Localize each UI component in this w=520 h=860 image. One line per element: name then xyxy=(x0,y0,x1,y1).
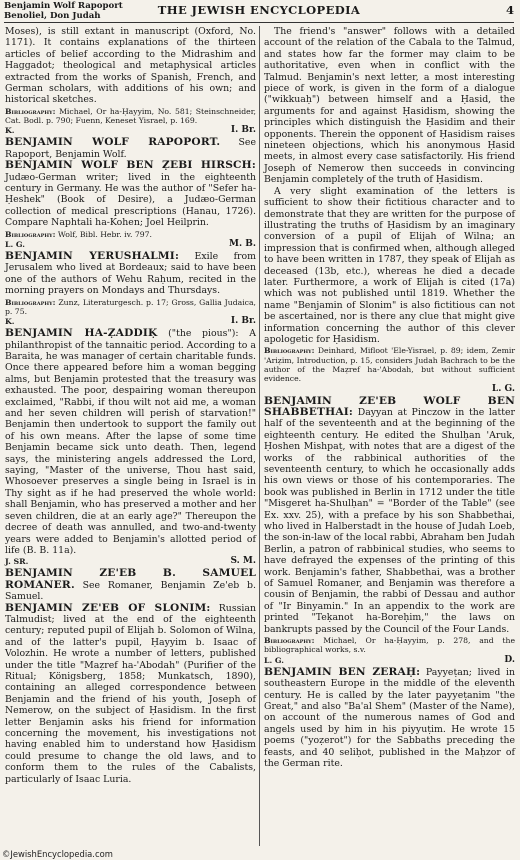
left-column xyxy=(5,26,256,785)
page-number: 4 xyxy=(505,3,514,17)
bibliography-label: Bibliography: xyxy=(264,346,315,356)
entry-benjamin-yerushalmi xyxy=(5,251,256,297)
signature-author: I. Br. xyxy=(230,125,256,136)
entry-headword: BENJAMIN WOLF BEN ẒEBI HIRSCH: xyxy=(5,159,256,172)
paragraph: The friend's "answer" follows with a detailed account of the relation of the Cabala to the Talmud, and states how far the former may claim to be authoritative, even when in conflict with the Talmud. Benjamin's next letter, a most interesting piece of work, is given in the form of a dialogue ("wikkuaḥ") between himself and a Ḥasid, the arguments for and against Ḥasidism, showing the principles which distinguish the Ḥasidim and their opponents. Therein the opponent of Ḥasidism raises nineteen objections, which his anonymous Ḥasid meets, in almost every case satisfactorily. His friend Joseph of Nemerow then succeeds in convincing Benjamin completely of the truth of Ḥasidism. xyxy=(264,26,515,186)
bibliography xyxy=(264,636,515,655)
bibliography xyxy=(5,230,256,239)
entry-benjamin-ha-zaddik xyxy=(5,328,256,556)
entry-benjamin-zeeb-b-samuel-romaner xyxy=(5,568,256,602)
signature-line xyxy=(264,655,515,666)
bibliography-label: Bibliography: xyxy=(264,636,315,646)
bibliography-text: Michael, Or ha-Ḥayyim, p. 278, and the bibliographical works, s.v. xyxy=(264,636,515,655)
column-divider xyxy=(259,26,260,846)
entry-text: Payyeṭan; lived in southeastern Europe in the middle of the eleventh century. He is called by the later payyeṭanim "the Great," and also "Ba'al Shem" (Master of the Name), on account of the numerous names of God and angels used by him in his piyyuṭim. He wrote 15 poems ("yoẓerot") for the Sabbaths preceding the feasts, and 40 seliḥot, published in the Maḥzor of the German rite. xyxy=(264,666,516,769)
signature-initials-left: J. SR. xyxy=(5,557,29,567)
signature-initials-left: L. G. xyxy=(264,655,285,665)
entry-headword: BENJAMIN HA-ẒADDIḲ xyxy=(5,327,158,340)
entry-headword: BENJAMIN WOLF RAPOPORT. xyxy=(5,136,221,149)
running-head-line-2: Benoliel, Don Judah xyxy=(4,11,101,21)
entry-benjamin-wolf-rapoport xyxy=(5,137,256,160)
publication-title: THE JEWISH ENCYCLOPEDIA xyxy=(157,3,361,17)
signature-author: I. Br. xyxy=(230,316,256,327)
running-head-line-1: Benjamin Wolf Rapoport xyxy=(4,1,123,11)
page-header xyxy=(4,0,514,23)
entry-text: Dayyan at Pinczow in the latter half of the seventeenth and at the beginning of the eighteenth century. He edited the Shulḥan 'Aruk, Ḥoshen Mishpaṭ, with notes that are a digest of the works of the rabbinical authorities of the seventeenth century, to which he occasionally adds his own views or those of his contemporaries. The book was published in Berlin in 1712 under the title "Misgeret ha-Shulḥan" = "Border of the Table" (see Ex. xxv. 25), with a preface by his son Shabbethai, who lived in Halberstadt in the house of Judah Loeb, the son-in-law of the local rabbi, Abraham ben Judah Berlin, a patron of rabbinical studies, who seems to have defrayed the expenses of the printing of this work. Benjamin's father, Shabbethai, was a brother of Samuel Romaner, and Benjamin was therefore a cousin of Benjamin, the rabbi of Dessau and author of "Ir Binyamin." In an appendix to the work are printed "Teḳanot ha-Boreḥim," the laws on bankrupts passed by the Council of the Four Lands. xyxy=(264,406,515,635)
bibliography-label: Bibliography: xyxy=(5,229,56,239)
bibliography-label: Bibliography: xyxy=(5,297,56,307)
entry-text: See Romaner, Benjamin Ze'eb b. Samuel. xyxy=(5,579,256,603)
signature-author: L. G. xyxy=(491,383,515,394)
signature-line xyxy=(5,556,256,567)
bibliography xyxy=(5,298,256,317)
entry-headword: BENJAMIN ZE'EB OF SLONIM: xyxy=(5,601,211,614)
bibliography-text: Deinhard, Mifloot 'Ele-Yisrael, p. 89; idem, Zemir 'Ariẓim, Introduction, p. 15, considers Judah Bachrach to be the author of the Maẓref ha-'Abodah, but without sufficient evidence. xyxy=(264,346,515,384)
bibliography-text: Zunz, Literaturgesch. p. 17; Gross, Gallia Judaica, p. 75. xyxy=(5,297,256,316)
bibliography-label: Bibliography: xyxy=(5,106,56,116)
signature-author: D. xyxy=(504,654,515,665)
continued-paragraph: Moses), is still extant in manuscript (Oxford, No. 1171). It contains explanations of the thirteen articles of belief according to the Midrashim and Haggadot; theological and metaphysical articles extracted from the works of Spanish, French, and German scholars, with additions of his own; and historical sketches. xyxy=(5,26,256,106)
signature-initials-left: K. xyxy=(5,317,15,327)
entry-text: See Rapoport, Benjamin Wolf. xyxy=(5,137,256,160)
entry-headword: BENJAMIN YERUSHALMI: xyxy=(5,249,180,262)
signature-line xyxy=(264,384,515,395)
signature-initials-left: L. G. xyxy=(5,239,26,249)
entry-benjamin-zeeb-wolf-ben-shabbethai xyxy=(264,396,515,636)
signature-author: M. B. xyxy=(229,238,256,249)
entry-benjamin-ben-zerah xyxy=(264,667,515,770)
bibliography xyxy=(264,346,515,383)
entry-benjamin-wolf-ben-zebi-hirsch xyxy=(5,160,256,228)
entry-text: ("the pious"): A philanthropist of the tannaitic period. According to a Baraita, he was manager of certain charitable funds. Once there appeared before him a woman begging alms, but Benjamin protested that the treasury was exhausted. The poor, despairing woman thereupon exclaimed, "Rabbi, if thou wilt not aid me, a woman and her seven children will perish of starvation!" Benjamin then undertook to support the family out of his own means. After the lapse of some time Benjamin became sick unto death. Then, legend says, the ministering angels addressed the Lord, saying, "Master of the universe, Thou hast said, Whosoever preserves a single being in Israel is in Thy sight as if he had preserved the whole world: shall Benjamin, who has preserved a mother and her seven children, die at an early age?" Thereupon the decree of death was annulled, and two-and-twenty years were added to Benjamin's allotted period of life (B. B. 11a). xyxy=(5,328,256,556)
signature-author: S. M. xyxy=(230,556,256,567)
entry-text: Exile from Jerusalem who lived at Bordeaux; said to have been one of the authors of Wehu Raḥum, recited in the morning prayers on Mondays and Thursdays. xyxy=(5,250,256,297)
entry-headword: BENJAMIN ZE'EB B. SAMUEL ROMANER. xyxy=(5,567,256,591)
entry-headword: BENJAMIN BEN ZERAḤ: xyxy=(264,665,421,678)
copyright-footer: ©JewishEncyclopedia.com xyxy=(2,849,113,859)
bibliography-text: Michael, Or ha-Ḥayyim, No. 581; Steinschneider, Cat. Bodl. p. 790; Fuenn, Keneset Yisrael, p. 169. xyxy=(5,106,256,126)
paragraph: A very slight examination of the letters is sufficient to show their fictitious character and to demonstrate that they are written for the purpose of illustrating the truths of Ḥasidism by an imaginary conversion of a pupil of Elijah of Wilna; an impression that is confirmed when, although alleged to have been written in 1787, they speak of Elijah as deceased (13b, etc.), whereas he died a decade later. Furthermore, a work of Elijah is cited (17a) which was not published until 1819. Whether the name "Benjamin of Slonim" is also fictitious can not be ascertained, nor is there any clue that might give information concerning the author of this clever apologetic for Ḥasidism. xyxy=(264,185,515,345)
entry-benjamin-zeeb-of-slonim xyxy=(5,603,256,786)
entry-text: Judæo-German writer; lived in the eighteenth century in Germany. He was the author of "Sefer ha-Ḥeshek" (Book of Desire), a Judæo-German collection of medical prescriptions (Hanau, 1726). Compare Naphtali ha-Kohen; Joel Heilprin. xyxy=(5,171,256,229)
bibliography xyxy=(5,107,256,126)
signature-initials-left: K. xyxy=(5,126,15,136)
entry-headword: BENJAMIN ZE'EB WOLF BEN SHABBETHAI: xyxy=(264,394,515,418)
signature-line xyxy=(5,316,256,327)
right-column xyxy=(264,26,515,769)
signature-line xyxy=(5,125,256,136)
bibliography-text: Wolf, Bibl. Hebr. iv. 797. xyxy=(57,229,153,239)
signature-line xyxy=(5,239,256,250)
entry-text: Russian Talmudist; lived at the end of the eighteenth century; reputed pupil of Elijah b. Solomon of Wilna, and of the latter's pupil, Ḥayyim b. Isaac of Volozhin. He wrote a number of letters, published under the title "Maẓref ha-'Abodah" (Purifier of the Ritual; Königsberg, 1858; Munkatsch, 1890), containing an alleged correspondence between Benjamin and the friend of his youth, Joseph of Nemerow, on the subject of Ḥasidism. In the first letter Benjamin asks his friend for information concerning the movement, his investigations not having enabled him to understand how Ḥasidism could presume to change the old laws, and to conform them to the rules of the Cabalists, particularly of Isaac Luria. xyxy=(5,602,256,785)
